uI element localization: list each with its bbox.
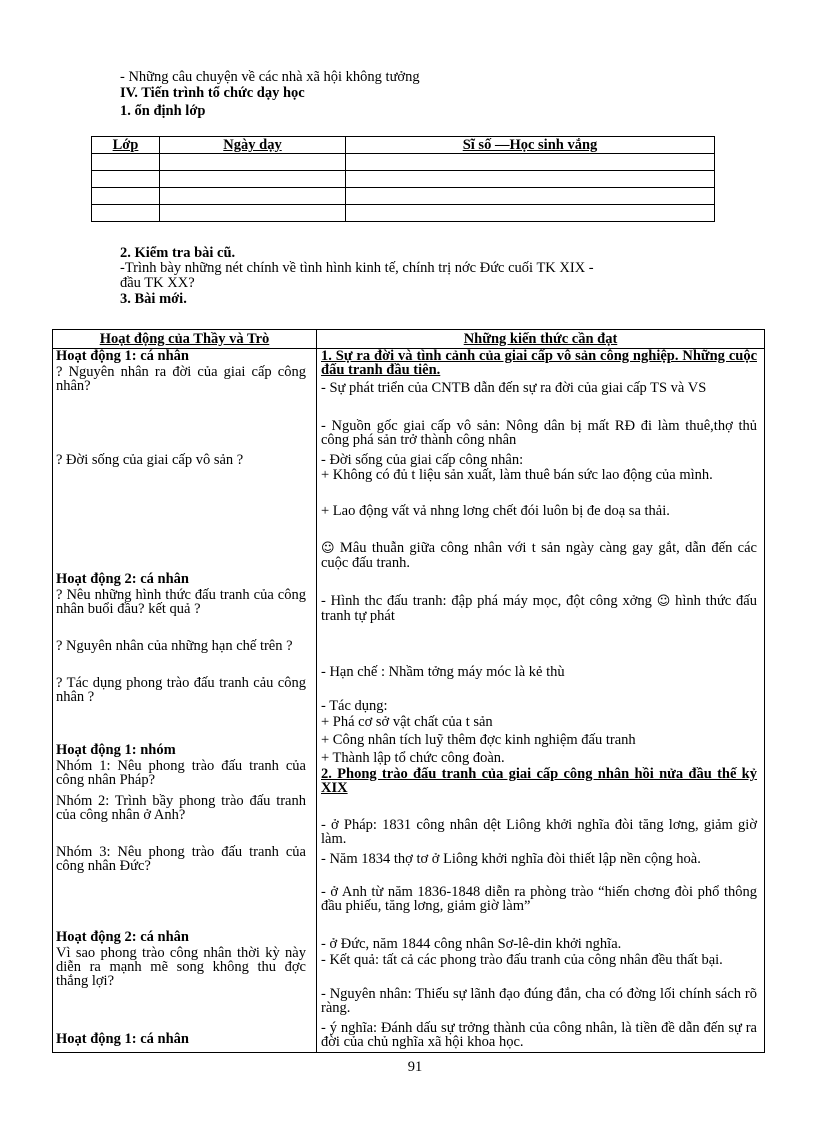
table-row [92,171,715,188]
knowledge-point: + Phá cơ sở vật chất của t sản [321,714,493,730]
question: ? Nguyên nhân của những hạn chế trên ? [56,638,293,654]
section-title: IV. Tiến trình tổ chức dạy học [120,85,305,101]
question: ? Tác dụng phong trào đấu tranh cảu công nhân ? [56,675,306,705]
arrow-icon: ☺ [656,594,671,609]
activity-heading: Hoạt động 1: nhóm [56,742,176,758]
knowledge-point [321,594,757,623]
knowledge-point: - Sự phát triển của CNTB dẫn đến sự ra đời của giai cấp TS và VS [321,380,707,396]
class-header-lop: Lớp [92,137,160,154]
group-task: Nhóm 3: Nêu phong trào đấu tranh của công nhân Đức? [56,844,306,874]
knowledge-point [321,541,757,570]
question: ? Nguyên nhân ra đời của giai cấp công nhân? [56,364,306,394]
knowledge-point: - ở Đức, năm 1844 công nhân Sơ-lê-din khởi nghĩa. [321,936,622,952]
knowledge-point: + Công nhân tích luỹ thêm đợc kinh nghiệm đấu tranh [321,732,636,748]
group-task: Nhóm 1: Nêu phong trào đấu tranh của công nhân Pháp? [56,758,306,788]
question: Vì sao phong trào công nhân thời kỳ này diễn ra mạnh mẽ song không thu đợc thắng lợi? [56,945,306,989]
knowledge-point: - Năm 1834 thợ tơ ở Liông khởi nghĩa đòi thiết lập nền cộng hoà. [321,851,701,867]
question: ? Đời sống của giai cấp vô sản ? [56,452,244,468]
table-row [92,154,715,171]
question: ? Nêu những hình thức đấu tranh của công nhân buổi đầu? kết quả ? [56,587,306,617]
review-question-line2: đầu TK XX? [120,275,195,291]
knowledge-point: - Nguồn gốc giai cấp vô sản: Nông dân bị mất RĐ đi làm thuê,thợ thủ công phá sản trở thành công nhân [321,418,757,448]
knowledge-point: - ở Pháp: 1831 công nhân dệt Liông khởi nghĩa đòi tăng lơng, giảm giờ làm. [321,817,757,847]
knowledge-point: - Kết quả: tất cả các phong trào đấu tranh của công nhân đều thất bại. [321,952,723,968]
knowledge-point: - Tác dụng: [321,698,388,714]
left-column-header: Hoạt động của Thầy và Trò [99,331,270,347]
arrow-icon: ☺ [321,541,335,556]
subsection-title: 1. ổn định lớp [120,103,206,119]
right-column-header: Những kiến thức cần đạt [463,331,618,347]
review-question-line1: -Trình bày những nét chính về tình hình kinh tế, chính trị nớc Đức cuối TK XIX - [120,260,594,276]
column-divider [316,330,317,1052]
activity-heading: Hoạt động 1: cá nhân [56,1031,189,1047]
knowledge-text: Mâu thuẫn giữa công nhân với t sản ngày càng gay gắt, dẫn đến các cuộc đấu tranh. [321,540,757,571]
review-title: 2. Kiểm tra bài cũ. [120,245,236,261]
activity-heading: Hoạt động 2: cá nhân [56,571,189,587]
knowledge-point: - Đời sống của giai cấp công nhân: [321,452,524,468]
group-task: Nhóm 2: Trình bầy phong trào đấu tranh của công nhân ở Anh? [56,793,306,823]
table-row [92,205,715,222]
knowledge-point: - Hạn chế : Nhầm tởng máy móc là kẻ thù [321,664,565,680]
class-header-siso: Sĩ số —Học sinh vắng [346,137,715,154]
activity-heading: Hoạt động 2: cá nhân [56,929,189,945]
knowledge-point: - Nguyên nhân: Thiếu sự lãnh đạo đúng đắn, cha có đờng lối chính sách rõ ràng. [321,986,757,1016]
table-row [92,188,715,205]
knowledge-point: + Thành lập tổ chức công đoàn. [321,750,505,766]
page-number: 91 [407,1059,423,1075]
knowledge-section-title: 1. Sự ra đời và tình cảnh của giai cấp vô sản công nghiệp. Những cuộc đấu tranh đầu tiên. [321,348,757,378]
knowledge-point: + Không có đủ t liệu sản xuất, làm thuê bán sức lao động của mình. [321,467,713,483]
new-lesson-title: 3. Bài mới. [120,291,187,307]
activity-heading: Hoạt động 1: cá nhân [56,348,189,364]
class-table [91,136,715,222]
knowledge-section-title: 2. Phong trào đấu tranh của giai cấp công nhân hồi nửa đầu thế kỷ XIX [321,766,757,796]
knowledge-text: - Hình thc đấu tranh: đập phá máy mọc, đột công xởng [321,593,657,609]
intro-line: - Những câu chuyện về các nhà xã hội không tưởng [120,69,420,85]
knowledge-point: - ý nghĩa: Đánh dấu sự trởng thành của công nhân, là tiền đề dẫn đến sự ra đời của chủ nghĩa xã hội khoa học. [321,1020,757,1050]
knowledge-point: - ở Anh từ năm 1836-1848 diễn ra phòng trào “hiến chơng đòi phổ thông đầu phiếu, tăng lơng, giảm giờ làm” [321,884,757,914]
class-header-ngay: Ngày dạy [160,137,346,154]
knowledge-point: + Lao động vất vả nhng lơng chết đói luôn bị đe doạ sa thải. [321,503,670,519]
knowledge-text: hình thức đấu tranh tự phát [321,593,757,624]
